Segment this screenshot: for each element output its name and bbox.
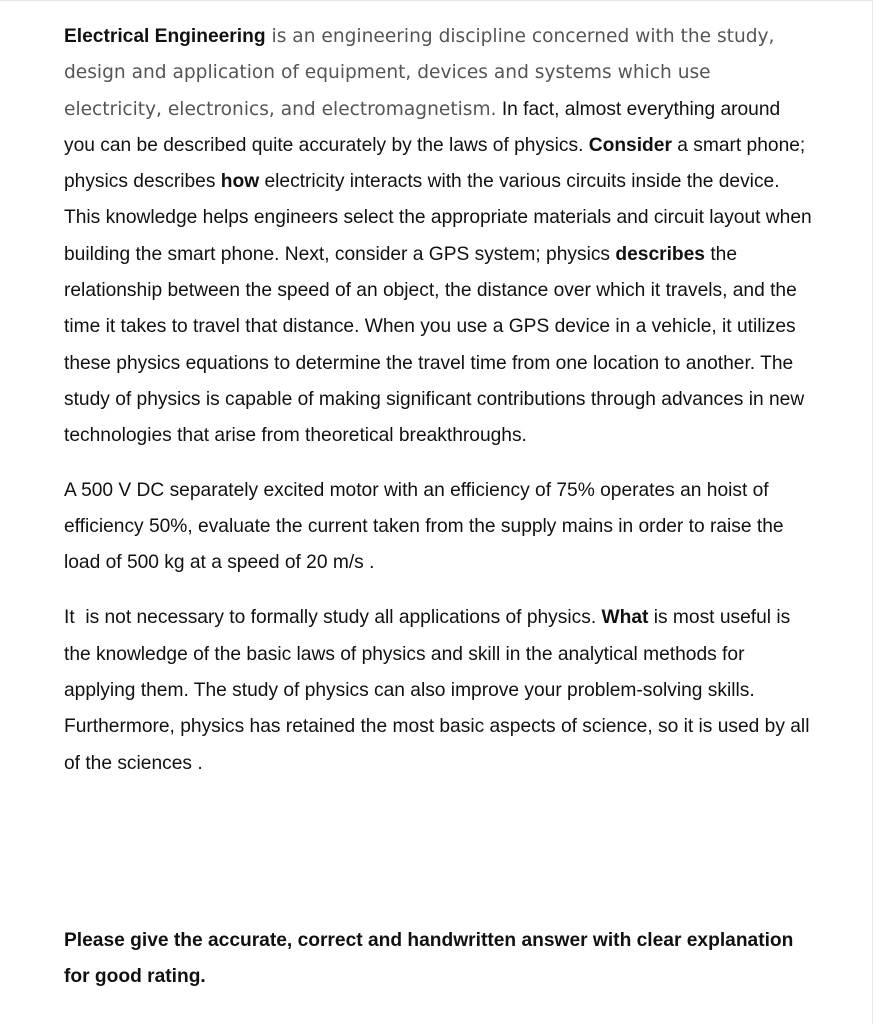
bold-consider: Consider <box>588 134 672 156</box>
bold-what: What <box>601 607 649 629</box>
bold-how: how <box>220 171 260 193</box>
document-body <box>64 19 812 782</box>
applications-text-a: It is not necessary to formally study all applications of physics. <box>64 607 602 629</box>
bold-describes: describes <box>615 243 705 265</box>
paragraph-intro <box>64 19 812 455</box>
applications-text-b: is most useful is the knowledge of the basic laws of physics and skill in the analytical methods for applying them. The study of physics can also improve your problem-solving skills. Furthermore, physics has retained the most basic aspects of science, so it is used by all of the sciences . <box>64 607 810 774</box>
paragraph-request: Please give the accurate, correct and handwritten answer with clear explanation for good rating. <box>64 930 794 988</box>
intro-text-a: In fact, almost everything around you can be described quite accurately by the laws of physics. <box>64 98 781 156</box>
intro-text-b: a smart phone; physics describes <box>64 134 806 193</box>
lead-term: Electrical Engineering <box>64 26 266 47</box>
intro-text-c: electricity interacts with the various circuits inside the device. This knowledge helps engineers select the appropriate materials and circuit layout when building the smart phone. Next, consider a GPS system; physics <box>64 171 812 265</box>
paragraph-applications <box>64 600 812 781</box>
paragraph-problem: A 500 V DC separately excited motor with an efficiency of 75% operates an hoist of efficiency 50%, evaluate the current taken from the supply mains in order to raise the load of 500 kg at a speed of 20 m/s . <box>64 479 784 574</box>
definition-text: is an engineering discipline concerned with the study, design and application of equipment, devices and systems which use electricity, electronics, and electromagnetism. <box>64 26 775 120</box>
intro-text-d: the relationship between the speed of an object, the distance over which it travels, and the time it takes to travel that distance. When you use a GPS device in a vehicle, it utilizes these physics equations to determine the travel time from one location to another. The study of physics is capable of making significant contributions through advances in new technologies that arise from theoretical breakthroughs. <box>64 243 805 447</box>
